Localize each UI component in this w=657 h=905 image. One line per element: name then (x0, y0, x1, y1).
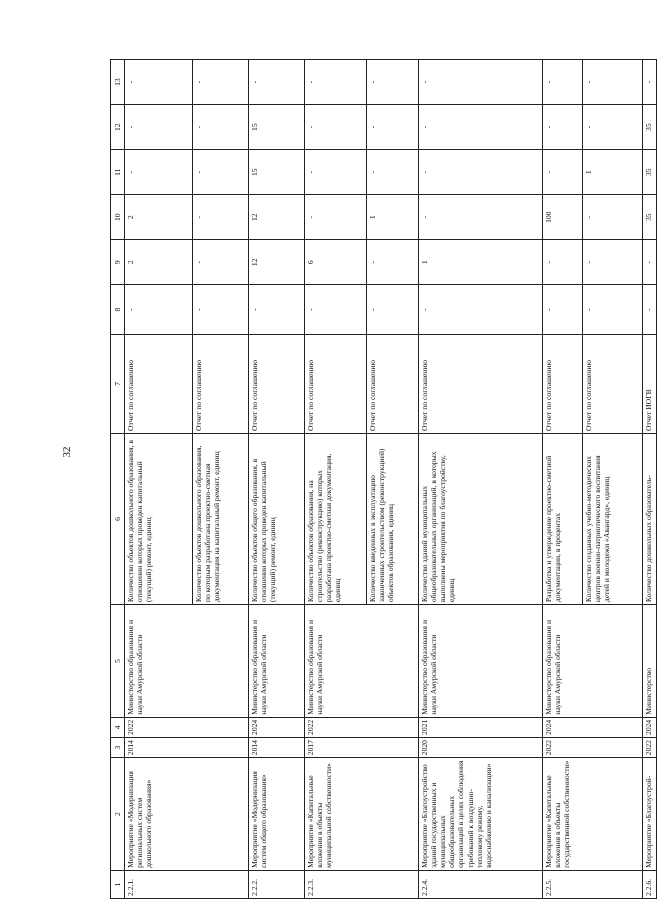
col-num: 5 (111, 605, 125, 718)
indicator-value: 12 (249, 240, 305, 285)
indicator-value: - (419, 195, 543, 240)
measure-number: 2.2.3. (305, 870, 419, 898)
col-num: 12 (111, 105, 125, 150)
indicator-source: Отчет ИОГВ (643, 334, 657, 433)
indicator-value: 35 (643, 105, 657, 150)
measure-name: Мероприятие «Благоустрой- (643, 758, 657, 871)
page-number: 32 (61, 446, 73, 458)
indicator-value: - (193, 150, 249, 195)
indicator-name: Количество созданных учебно-методических центров военно-патриотического воспитания детей и молодежи «Авангард», единиц (583, 433, 643, 604)
indicator-value: - (419, 285, 543, 335)
indicator-name: Количество объектов общего образования, в отношении которых проведен капитальный (текущий) ремонт, единиц (249, 433, 305, 604)
indicator-value: 100 (543, 195, 583, 240)
indicator-source: Отчет по соглашению (193, 334, 249, 433)
indicator-value: - (193, 195, 249, 240)
start-year: 2022 (543, 737, 643, 757)
indicator-name: Количество объектов образования, на строительство (реконструкцию) которых разработана проектно-сметная документация, единиц (305, 433, 367, 604)
end-year: 2024 (643, 717, 657, 737)
indicator-value: - (305, 105, 367, 150)
col-num: 4 (111, 717, 125, 737)
responsible-executor: Министерство (643, 605, 657, 718)
end-year: 2021 (419, 717, 543, 737)
indicator-value: - (543, 105, 583, 150)
indicator-value: 2 (125, 240, 193, 285)
indicator-value: - (367, 240, 419, 285)
indicator-value: - (367, 105, 419, 150)
indicator-name: Количество зданий муниципальных общеобразовательных организаций, в которых выполнены мероприятия по благоустройству, единиц (419, 433, 543, 604)
measure-name: Мероприятие «Модернизация региональных систем дошкольного образования» (125, 758, 249, 871)
measure-name: Мероприятие «Капитальные вложения в объекты государственной собственности» (543, 758, 643, 871)
indicator-source: Отчет по соглашению (367, 334, 419, 433)
indicator-value: - (543, 60, 583, 105)
start-year: 2022 (643, 737, 657, 757)
indicator-value: 15 (249, 150, 305, 195)
indicator-value: - (543, 240, 583, 285)
indicator-name: Количество объектов дошкольного образования, по которым разработана проектно-сметная документация на капитальный ремонт, единиц (193, 433, 249, 604)
col-num: 10 (111, 195, 125, 240)
indicator-value: 1 (419, 240, 543, 285)
indicator-value: - (583, 195, 643, 240)
program-measures-table (110, 59, 657, 899)
col-num: 8 (111, 285, 125, 335)
indicator-source: Отчет по соглашению (583, 334, 643, 433)
end-year: 2024 (249, 717, 305, 737)
col-num: 7 (111, 334, 125, 433)
indicator-value: 2 (125, 195, 193, 240)
col-num: 2 (111, 758, 125, 871)
indicator-source: Отчет по соглашению (419, 334, 543, 433)
indicator-name: Разработка и утверждение проектно-сметной документации, в процентах (543, 433, 583, 604)
table-row (125, 60, 193, 899)
indicator-value: 1 (583, 150, 643, 195)
table-row (643, 60, 657, 899)
measure-number: 2.2.1. (125, 870, 249, 898)
responsible-executor: Министерство образования и науки Амурской области (249, 605, 305, 718)
indicator-source: Отчет по соглашению (543, 334, 583, 433)
col-num: 1 (111, 870, 125, 898)
start-year: 2017 (305, 737, 419, 757)
indicator-value: - (305, 285, 367, 335)
indicator-value: 35 (643, 150, 657, 195)
indicator-value: - (367, 285, 419, 335)
start-year: 2014 (125, 737, 249, 757)
indicator-value: - (193, 105, 249, 150)
measure-number: 2.2.2. (249, 870, 305, 898)
col-num: 9 (111, 240, 125, 285)
indicator-value: - (583, 60, 643, 105)
indicator-value: - (643, 60, 657, 105)
measure-number: 2.2.4. (419, 870, 543, 898)
indicator-value: - (543, 150, 583, 195)
indicator-value: - (367, 150, 419, 195)
indicator-value: - (193, 240, 249, 285)
indicator-value: - (305, 60, 367, 105)
indicator-value: - (249, 285, 305, 335)
indicator-value: - (419, 105, 543, 150)
indicator-value: - (125, 105, 193, 150)
responsible-executor: Министерство образования и науки Амурской области (305, 605, 419, 718)
table-row (249, 60, 305, 899)
responsible-executor: Министерство образования и науки Амурской области (125, 605, 249, 718)
indicator-value: 35 (643, 195, 657, 240)
table-row (419, 60, 543, 899)
responsible-executor: Министерство образования и науки Амурской области (419, 605, 543, 718)
start-year: 2014 (249, 737, 305, 757)
end-year: 2022 (125, 717, 249, 737)
measure-number: 2.2.5. (543, 870, 643, 898)
indicator-source: Отчет по соглашению (305, 334, 367, 433)
indicator-value: - (305, 195, 367, 240)
measure-name: Мероприятие «Благоустройство зданий государственных и муниципальных общеобразовательных организаций в целях соблюдения требований к воздушно-тепловому режиму, водоснабжению и канализации» (419, 758, 543, 871)
indicator-value: - (193, 285, 249, 335)
indicator-value: - (419, 60, 543, 105)
indicator-source: Отчет по соглашению (249, 334, 305, 433)
indicator-value: - (125, 150, 193, 195)
rotated-table-container (110, 59, 653, 899)
indicator-value: - (583, 240, 643, 285)
responsible-executor: Министерство образования и науки Амурской области (543, 605, 643, 718)
indicator-value: 1 (367, 195, 419, 240)
col-num: 11 (111, 150, 125, 195)
indicator-value: - (125, 285, 193, 335)
col-num: 6 (111, 433, 125, 604)
table-row (305, 60, 367, 899)
indicator-value: - (367, 60, 419, 105)
indicator-value: - (583, 285, 643, 335)
column-number-row (111, 60, 125, 899)
indicator-value: - (305, 150, 367, 195)
indicator-value: - (543, 285, 583, 335)
end-year: 2024 (543, 717, 643, 737)
indicator-value: - (125, 60, 193, 105)
end-year: 2022 (305, 717, 419, 737)
measure-name: Мероприятие «Капитальные вложения в объекты муниципальной собственности» (305, 758, 419, 871)
indicator-value: 15 (249, 105, 305, 150)
table-row (543, 60, 583, 899)
indicator-source: Отчет по соглашению (125, 334, 193, 433)
col-num: 13 (111, 60, 125, 105)
measure-name: Мероприятие «Модернизация систем общего образования» (249, 758, 305, 871)
indicator-value: - (419, 150, 543, 195)
col-num: 3 (111, 737, 125, 757)
indicator-value: - (249, 60, 305, 105)
indicator-name: Количество введенных в эксплуатацию законченных строительством (реконструкцией) объектов образования, единиц (367, 433, 419, 604)
indicator-value: - (583, 105, 643, 150)
indicator-value: - (643, 285, 657, 335)
start-year: 2020 (419, 737, 543, 757)
measure-number: 2.2.6. (643, 870, 657, 898)
indicator-name: Количество объектов дошкольного образования, в отношении которых проведен капитальный (текущий) ремонт, единиц (125, 433, 193, 604)
indicator-name: Количество дошкольных образователь- (643, 433, 657, 604)
indicator-value: 6 (305, 240, 367, 285)
indicator-value: - (643, 240, 657, 285)
indicator-value: - (193, 60, 249, 105)
indicator-value: 12 (249, 195, 305, 240)
